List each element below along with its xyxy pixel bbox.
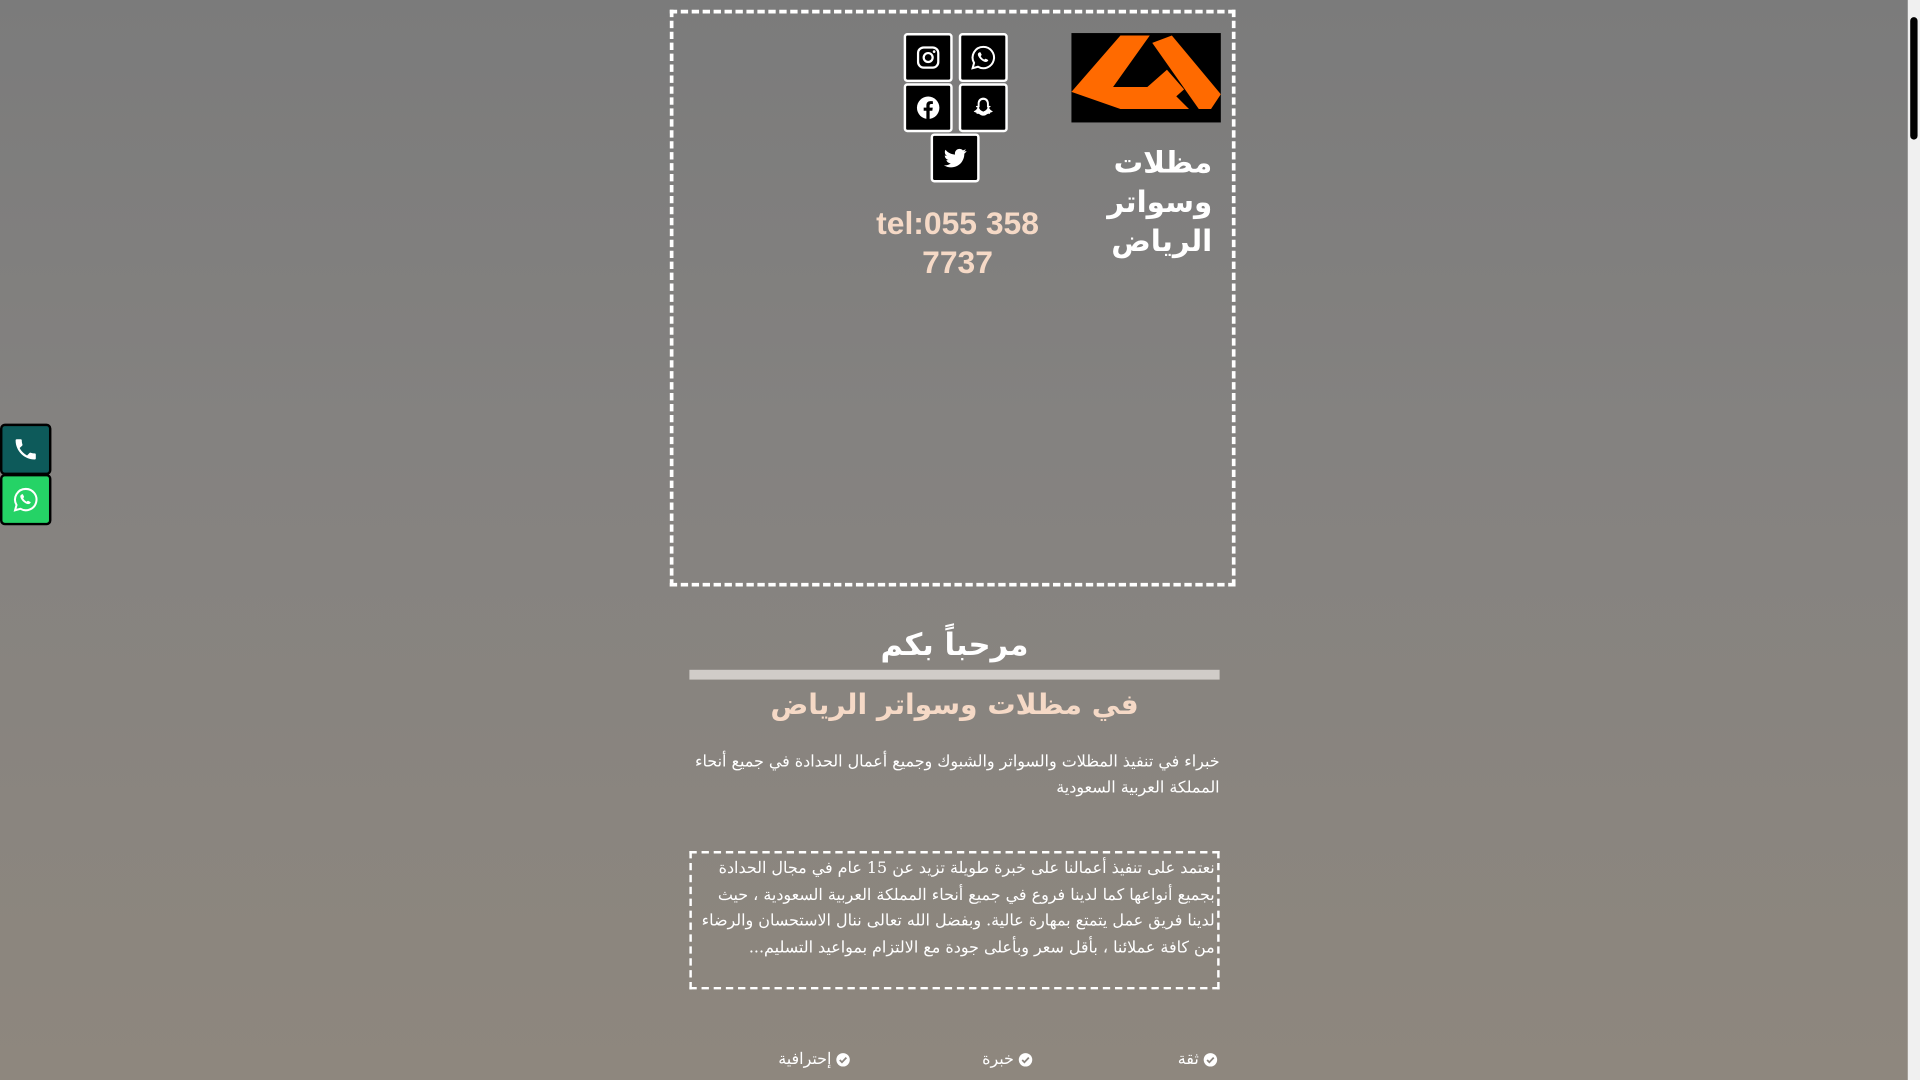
feature-experience xyxy=(982,1051,1032,1069)
welcome-heading: مرحباً بكم xyxy=(880,626,1029,663)
feature-trust xyxy=(1178,1051,1217,1069)
intro-text: خبراء في تنفيذ المظلات والسواتر والشبوك وجميع أعمال الحدادة في جميع أنحاء المملكة العربية السعودية xyxy=(694,753,1220,798)
instagram-icon xyxy=(915,44,942,71)
twitter-icon xyxy=(942,144,969,171)
instagram-button[interactable] xyxy=(904,33,953,82)
logo-mark-icon xyxy=(1071,33,1220,122)
call-button[interactable] xyxy=(0,424,51,475)
check-icon xyxy=(836,1053,849,1066)
feature-label: إحترافية xyxy=(778,1050,832,1069)
facebook-icon xyxy=(915,94,942,121)
snapchat-button[interactable] xyxy=(959,83,1008,132)
divider xyxy=(689,670,1219,680)
whatsapp-button[interactable] xyxy=(959,33,1008,82)
scrollbar-thumb[interactable] xyxy=(1910,17,1917,139)
about-text: نعتمد على تنفيذ أعمالنا على خبرة طويلة تزيد عن 15 عام في مجال الحدادة بجميع أنواعها كما لدينا فروع في جميع أنحاء المملكة العربية السعودية ، حيث لدينا فريق عمل يتمتع بمهارة عالية. وبفضل الله تعالى ننال الاستحسان والرضاء من كافة عملائنا ، بأقل سعر وبأعلى جودة مع الالتزام بمواعيد التسليم... xyxy=(701,859,1215,957)
phone-icon xyxy=(12,436,39,463)
feature-label: ثقة xyxy=(1177,1050,1199,1069)
logo[interactable] xyxy=(1071,33,1220,122)
about-box xyxy=(689,851,1219,989)
whatsapp-icon xyxy=(970,44,997,71)
brand-title: مظلات وسواتر الرياض xyxy=(1107,145,1213,259)
feature-professionalism xyxy=(778,1051,850,1069)
twitter-button[interactable] xyxy=(931,133,980,182)
check-icon xyxy=(1019,1053,1032,1066)
subtitle: في مظلات وسواتر الرياض xyxy=(770,689,1139,722)
whatsapp-chat-button[interactable] xyxy=(0,474,51,525)
header-card xyxy=(670,10,1236,587)
scrollbar[interactable] xyxy=(1908,0,1920,1080)
snapchat-icon xyxy=(970,94,997,121)
telephone-number[interactable]: tel:055 358 7737 xyxy=(876,204,1039,281)
facebook-button[interactable] xyxy=(904,83,953,132)
feature-label: خبرة xyxy=(982,1050,1014,1069)
check-icon xyxy=(1204,1053,1217,1066)
whatsapp-icon xyxy=(12,486,39,513)
